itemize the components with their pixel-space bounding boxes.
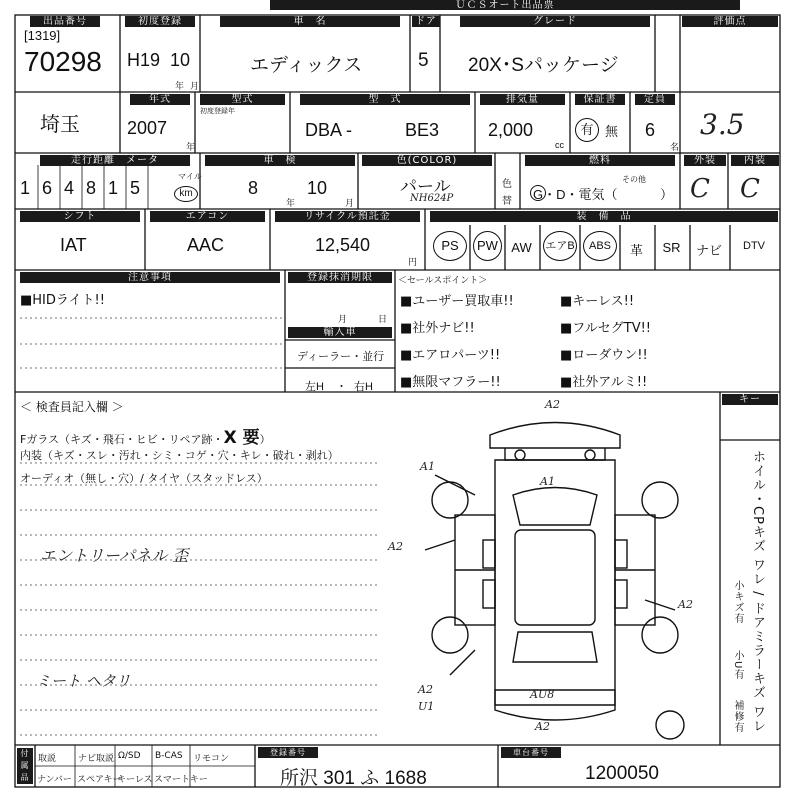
- sales-point: ■キーレス!!: [560, 294, 635, 309]
- car-diagram: [395, 400, 720, 745]
- period-month: 月: [338, 314, 348, 324]
- header-ownership: 保証書: [575, 94, 625, 105]
- spare-wheel: [656, 711, 684, 739]
- header-exterior: 外装: [684, 155, 726, 166]
- car-name: エディックス: [250, 55, 363, 76]
- ownership-yes: 有: [575, 118, 599, 142]
- region: 埼玉: [40, 114, 80, 136]
- sales-point: ■エアロパーツ!!: [400, 348, 501, 363]
- roof: [515, 530, 595, 625]
- header-caution: 注意事項: [20, 272, 280, 283]
- header-capacity: 定員: [635, 94, 675, 105]
- left-mirror: [483, 540, 495, 568]
- header-model: 型式: [200, 94, 285, 105]
- sales-point: ■無限マフラー!!: [400, 375, 501, 390]
- inspector-line-1-text: Fガラス（キズ・飛石・ヒビ・リペア跡・: [20, 433, 224, 446]
- handwritten-note-1: エントリーパネル 歪: [40, 546, 189, 565]
- model-code-prefix: DBA -: [305, 120, 353, 140]
- header-inspection: 車 検: [205, 155, 355, 166]
- equipment-item: エアB: [543, 231, 577, 261]
- header-lot: 出品番号: [30, 16, 100, 27]
- wheel-front-right: [642, 482, 678, 518]
- color-code: NH624P: [410, 193, 454, 204]
- ownership-no: 無: [605, 124, 619, 139]
- small-scratch-label: 小キズ有: [732, 580, 743, 624]
- recycle-fee: 12,540: [315, 235, 371, 255]
- inspector-line-2: 内装（キズ・スレ・汚れ・シミ・コゲ・穴・キレ・破れ・剥れ）: [20, 449, 339, 462]
- inspection-year-label: 年: [286, 198, 296, 208]
- import-type: ディーラー・並行: [297, 351, 385, 363]
- first-reg-month: 10: [170, 50, 191, 70]
- chassis-number: 1200050: [585, 763, 659, 784]
- header-recycle: リサイクル預託金: [275, 211, 420, 222]
- first-reg-year: H19: [127, 50, 161, 70]
- front-bumper: [490, 423, 620, 449]
- first-reg-year-label: 年: [175, 81, 185, 91]
- shift: IAT: [60, 235, 87, 255]
- inspector-line-1-close: ）: [259, 433, 271, 446]
- small-dent-label: 小U有: [732, 650, 743, 681]
- caution-item: ■HIDライト!!: [20, 293, 105, 308]
- mileage-unit-mile: マイル: [178, 172, 202, 181]
- header-equipment: 装 備 品: [430, 211, 778, 222]
- equipment-item: ナビ: [695, 243, 722, 258]
- lot-number: 70298: [24, 46, 102, 77]
- damage-mark: A1: [420, 460, 435, 473]
- color: パール: [400, 177, 451, 196]
- model-year-unit: 年: [186, 142, 196, 152]
- damage-mark: U1: [418, 700, 435, 713]
- displacement-unit: cc: [555, 140, 564, 150]
- equipment-item: DTV: [743, 240, 765, 252]
- license-plate: 所沢 301 ふ 1688: [280, 768, 427, 789]
- model-year-note: 初度登録年: [200, 108, 235, 115]
- header-score: 評価点: [682, 16, 778, 27]
- mileage-digit: 4: [64, 178, 75, 198]
- sales-points-label: ＜セールスポイント＞: [398, 275, 488, 285]
- mileage-digit: 6: [42, 178, 53, 198]
- car-body: [495, 460, 615, 720]
- damage-mark: A2: [678, 598, 693, 611]
- sales-point: ■ユーザー買取車!!: [400, 294, 514, 309]
- header-color: 色(COLOR): [362, 155, 492, 166]
- color-change-label-2: 替: [502, 196, 512, 207]
- form-title: ＵＣＳオート出品票: [270, 0, 740, 10]
- wheel-rear-left: [432, 617, 468, 653]
- displacement: 2,000: [488, 120, 534, 140]
- accessory-label: キーレス: [117, 775, 153, 785]
- color-change-label-1: 色: [502, 179, 512, 190]
- inspector-line-3: オーディオ（無し・穴）/ タイヤ（スタッドレス）: [20, 472, 268, 485]
- inspector-line-1-mark: X 要: [223, 428, 260, 448]
- header-chassis: 車台番号: [501, 747, 561, 758]
- equipment-item: PW: [473, 231, 502, 261]
- equipment-item: PS: [433, 231, 467, 261]
- exterior-grade: C: [690, 174, 710, 204]
- footer-side-label: 付属品: [17, 748, 33, 784]
- sales-point: ■社外アルミ!!: [560, 375, 648, 390]
- header-aircon: エアコン: [150, 211, 265, 222]
- model-code: BE3: [405, 120, 440, 140]
- handle-dot: ・: [336, 381, 347, 393]
- handle-right: 右H: [354, 381, 373, 393]
- accessory-label: スペアキー: [77, 775, 122, 785]
- inspector-label: ＜ 検査員記入欄 ＞: [20, 400, 124, 414]
- inspection-month: 10: [307, 178, 328, 198]
- header-mileage: 走行距離 メータ: [40, 155, 190, 166]
- wheel-rear-right: [642, 617, 678, 653]
- accessory-label: B-CAS: [155, 751, 183, 761]
- header-grade: グレード: [460, 16, 650, 27]
- damage-mark: A2: [545, 398, 560, 411]
- period-day: 日: [378, 314, 388, 324]
- damage-mark: A2: [418, 683, 433, 696]
- windshield: [513, 488, 597, 526]
- equipment-item: SR: [662, 240, 681, 255]
- score: 3.5: [700, 108, 745, 141]
- inspector-line-1: [20, 423, 271, 448]
- fuel-options: G・D・電気（: [533, 187, 618, 202]
- fuel-close: ）: [660, 187, 674, 202]
- header-doors: ドア: [412, 16, 440, 27]
- equipment-item: ABS: [583, 231, 617, 261]
- accessory-label: スマートキー: [154, 775, 208, 785]
- doors: 5: [418, 50, 429, 71]
- mileage-digit: 1: [108, 178, 119, 198]
- right-mirror: [615, 540, 627, 568]
- lot-number-box: [1319]: [24, 28, 61, 43]
- equipment-item: AW: [511, 240, 532, 255]
- sales-point: ■ローダウン!!: [560, 348, 648, 363]
- accessory-label: ナビ取説: [78, 754, 115, 764]
- fuel-other: その他: [622, 175, 646, 184]
- header-displacement: 排気量: [480, 94, 565, 105]
- aircon: AAC: [187, 235, 225, 255]
- sales-point: ■フルセグTV!!: [560, 321, 652, 336]
- damage-mark: AU8: [530, 688, 555, 701]
- header-interior: 内装: [731, 155, 779, 166]
- handwritten-note-2: ミート ヘタリ: [36, 672, 131, 690]
- header-import: 輸入車: [288, 327, 392, 338]
- wheel-front-left: [432, 482, 468, 518]
- capacity-unit: 名: [670, 142, 680, 152]
- interior-grade: C: [740, 174, 760, 204]
- header-car-name: 車 名: [220, 16, 400, 27]
- header-model-code: 型 式: [300, 94, 470, 105]
- capacity: 6: [645, 120, 656, 140]
- mileage-digit: 8: [86, 178, 97, 198]
- rear-bumper: [495, 690, 615, 705]
- inspection-month-label: 月: [345, 198, 355, 208]
- header-fuel: 燃料: [525, 155, 675, 166]
- damage-mark: A1: [540, 475, 555, 488]
- header-shift: シフト: [20, 211, 140, 222]
- mileage-digit: 1: [20, 178, 31, 198]
- damage-mark: A2: [388, 540, 403, 553]
- header-first-reg: 初度登録: [125, 16, 195, 27]
- mileage-unit-km: km: [174, 186, 198, 202]
- accessory-label: リモコン: [193, 754, 230, 764]
- accessory-label: ナンバー: [37, 775, 72, 785]
- sales-point: ■社外ナビ!!: [400, 321, 475, 336]
- damage-mark: A2: [535, 720, 550, 733]
- mileage-digit: 5: [130, 178, 141, 198]
- recycle-unit: 円: [408, 257, 418, 267]
- header-key: キー: [722, 394, 778, 405]
- first-reg-month-label: 月: [190, 81, 200, 91]
- equipment-item: 革: [629, 243, 643, 258]
- rear-window: [513, 632, 597, 662]
- header-model-year: 年式: [130, 94, 190, 105]
- inspection-year: 8: [248, 178, 259, 198]
- header-plate: 登録番号: [258, 747, 318, 758]
- grade: 20X･Sパッケージ: [468, 55, 619, 76]
- accessory-label: Ω/SD: [118, 751, 141, 761]
- header-period: 登録抹消期限: [288, 272, 392, 283]
- accessory-label: 取説: [38, 754, 57, 764]
- model-year: 2007: [127, 118, 168, 138]
- handle-left: 左H: [305, 381, 324, 393]
- right-panel-text: ホイル・CPキズ ワレ / ドアミラーキズ ワレ: [750, 450, 765, 733]
- repair-label: 補修有: [732, 700, 743, 733]
